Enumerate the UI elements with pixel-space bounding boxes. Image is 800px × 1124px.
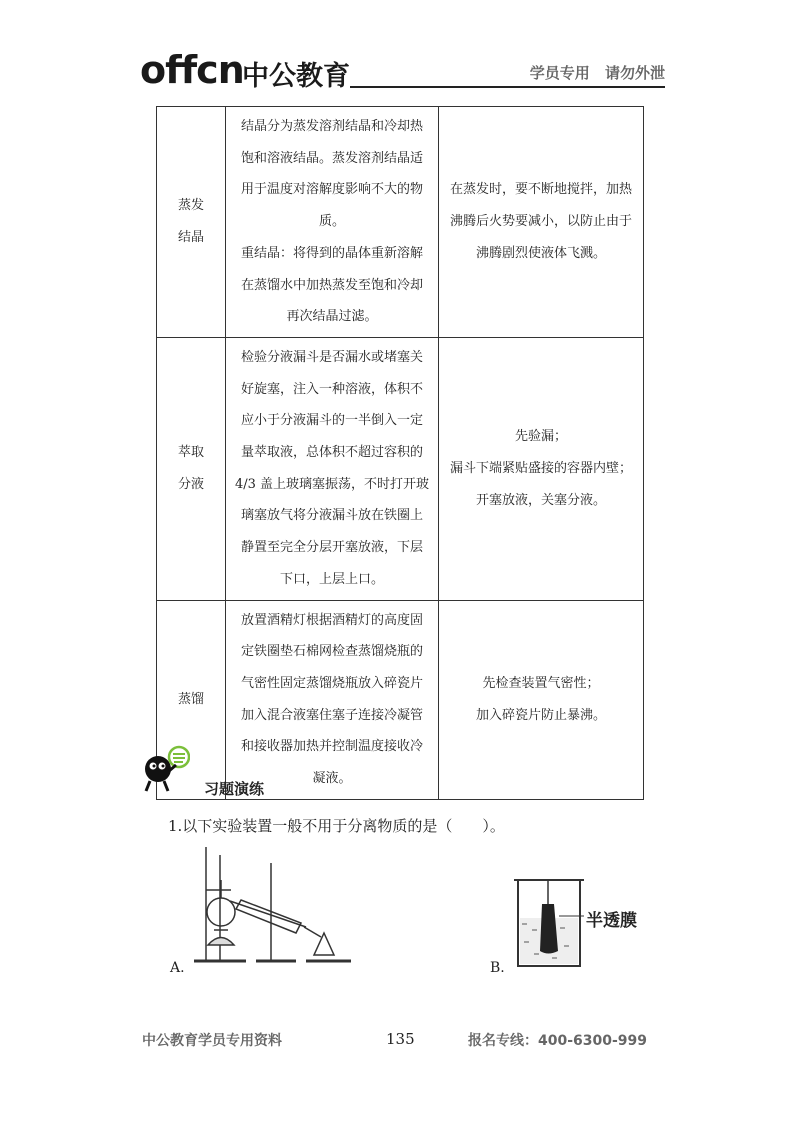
cell-text-line: 用于温度对溶解度影响不大的物	[240, 182, 423, 198]
precaution-cell	[439, 600, 644, 799]
cell-text-line: 4/3 盖上玻璃塞振荡，不时打开玻	[234, 476, 430, 492]
cell-text-line: 好旋塞，注入一种溶液，体积不	[240, 381, 423, 397]
cell-text-line: 蒸馏	[177, 691, 204, 707]
cell-text-line: 放置酒精灯根据酒精灯的高度固	[240, 612, 423, 628]
mascot-icon	[138, 745, 190, 793]
footer-left-text: 中公教育学员专用资料	[142, 1033, 282, 1049]
cell-text-line: 饱和溶液结晶。蒸发溶剂结晶适	[240, 150, 423, 166]
cell-text-line: 检验分液漏斗是否漏水或堵塞关	[240, 349, 423, 365]
cell-text-line: 加入碎瓷片防止暴沸。	[475, 707, 606, 723]
method-name-cell	[157, 107, 226, 338]
cell-text-line: 先验漏；	[514, 428, 567, 444]
cell-text-line: 应小于分液漏斗的一半倒入一定	[240, 413, 423, 429]
header-notice: 学员专用 请勿外泄	[529, 64, 665, 82]
cell-text-line: 分液	[177, 476, 204, 492]
procedure-cell	[226, 337, 439, 600]
separation-methods-table	[156, 106, 644, 800]
cell-text-line: 再次结晶过滤。	[286, 309, 378, 325]
cell-text-line: 量萃取液，总体积不超过容积的	[240, 445, 423, 461]
cell-text-line: 重结晶：将得到的晶体重新溶解	[240, 245, 423, 261]
cell-text-line: 在蒸发时，要不断地搅拌，加热	[449, 181, 632, 197]
brand-logo: offcn	[140, 48, 244, 92]
precaution-cell	[439, 107, 644, 338]
table-row	[157, 337, 644, 600]
cell-text-line: 结晶分为蒸发溶剂结晶和冷却热	[240, 119, 423, 134]
procedure-cell	[226, 107, 439, 338]
cell-text-line: 在蒸馏水中加热蒸发至饱和冷却	[240, 277, 423, 293]
cell-text-line: 气密性固定蒸馏烧瓶放入碎瓷片	[240, 675, 423, 691]
option-b-label: B.	[490, 960, 505, 976]
exercise-title: 习题演练	[204, 780, 265, 798]
cell-text-line: 加入混合液塞住塞子连接冷凝管	[240, 707, 423, 723]
procedure-cell	[226, 600, 439, 799]
cell-text-line: 结晶	[177, 229, 204, 245]
table-row	[157, 107, 644, 338]
cell-text-line: 开塞放液，关塞分液。	[475, 492, 606, 508]
method-name-cell	[157, 337, 226, 600]
cell-text-line: 萃取	[177, 444, 204, 460]
question-text: 1.以下实验装置一般不用于分离物质的是（ ）。	[168, 817, 505, 835]
cell-text-line: 沸腾剧烈使液体飞溅。	[475, 245, 606, 261]
page-number: 135	[386, 1030, 415, 1048]
header-divider	[350, 86, 665, 88]
brand-name: 中公教育	[242, 61, 350, 92]
cell-text-line: 漏斗下端紧贴盛接的容器内壁；	[449, 460, 632, 476]
cell-text-line: 定铁圈垫石棉网检查蒸馏烧瓶的	[240, 644, 423, 660]
cell-text-line: 蒸发	[177, 197, 204, 213]
cell-text-line: 静置至完全分层开塞放液，下层	[240, 540, 423, 556]
membrane-label: 半透膜	[586, 911, 637, 931]
cell-text-line: 先检查装置气密性；	[482, 675, 600, 691]
cell-text-line: 璃塞放气将分液漏斗放在铁圈上	[240, 508, 423, 524]
option-a-label: A.	[170, 960, 185, 976]
cell-text-line: 下口，上层上口。	[279, 571, 384, 587]
precaution-cell	[439, 337, 644, 600]
distillation-apparatus-figure	[186, 845, 356, 970]
page-header	[140, 40, 665, 90]
cell-text-line: 和接收器加热并控制温度接收冷	[240, 739, 423, 755]
cell-text-line: 凝液。	[312, 771, 352, 787]
cell-text-line: 沸腾后火势要减小，以防止由于	[449, 213, 632, 229]
table-row	[157, 600, 644, 799]
cell-text-line: 质。	[318, 214, 345, 230]
footer-hotline: 报名专线：400-6300-999	[468, 1033, 648, 1049]
